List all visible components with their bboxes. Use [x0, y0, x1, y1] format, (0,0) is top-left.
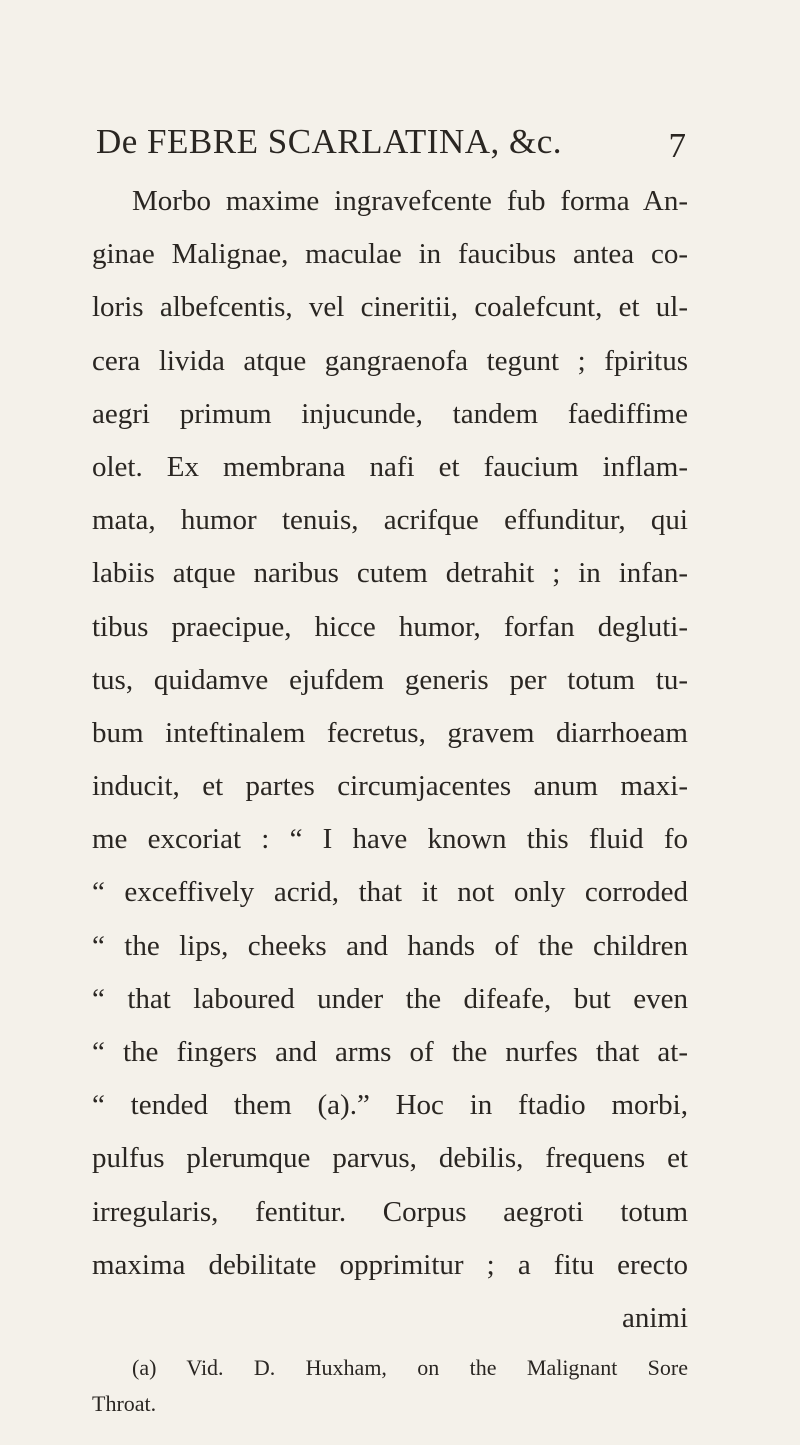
body-text [92, 175, 688, 1345]
text-line: Morbo maxime ingravefcente fub forma An- [132, 185, 688, 217]
page-number: 7 [668, 126, 686, 165]
catchword: animi [621, 1301, 688, 1334]
text-line: ginae Malignae, maculae in faucibus antea co- [92, 238, 688, 271]
text-line: aegri primum injucunde, tandem faediffime [92, 397, 688, 430]
text-line: labiis atque naribus cutem detrahit ; in infan- [92, 557, 688, 590]
text-line: inducit, et partes circumjacentes anum maxi- [92, 770, 688, 803]
text-line: “ the lips, cheeks and hands of the children [92, 929, 688, 962]
text-line: mata, humor tenuis, acrifque effunditur, qui [92, 504, 688, 537]
text-line: me excoriat : “ I have known this fluid fo [92, 823, 688, 856]
footnote [92, 1350, 688, 1422]
text-line: “ that laboured under the difeafe, but even [92, 982, 688, 1015]
text-line: pulfus plerumque parvus, debilis, frequens et [92, 1142, 688, 1175]
text-line: maxima debilitate opprimitur ; a fitu erecto [92, 1248, 688, 1281]
text-line: “ exceffively acrid, that it not only corroded [92, 876, 688, 909]
text-line: “ the fingers and arms of the nurfes that at- [92, 1036, 688, 1068]
text-line: bum inteftinalem fecretus, gravem diarrhoeam [92, 716, 688, 749]
text-line: loris albefcentis, vel cineritii, coalefcunt, et ul- [92, 291, 688, 324]
text-line: tibus praecipue, hicce humor, forfan degluti- [92, 610, 688, 643]
running-head: De FEBRE SCARLATINA, &c. [96, 122, 563, 161]
text-line: tus, quidamve ejufdem generis per totum tu- [92, 663, 688, 696]
page-header [96, 122, 686, 172]
footnote-line: Throat. [92, 1391, 157, 1416]
text-line: cera livida atque gangraenofa tegunt ; fpiritus [92, 344, 688, 377]
text-line: “ tended them (a).” Hoc in ftadio morbi, [92, 1089, 688, 1122]
text-line: olet. Ex membrana nafi et faucium inflam- [92, 450, 688, 483]
footnote-line: (a) Vid. D. Huxham, on the Malignant Sore [132, 1355, 688, 1380]
text-line: irregularis, fentitur. Corpus aegroti totum [92, 1195, 688, 1228]
